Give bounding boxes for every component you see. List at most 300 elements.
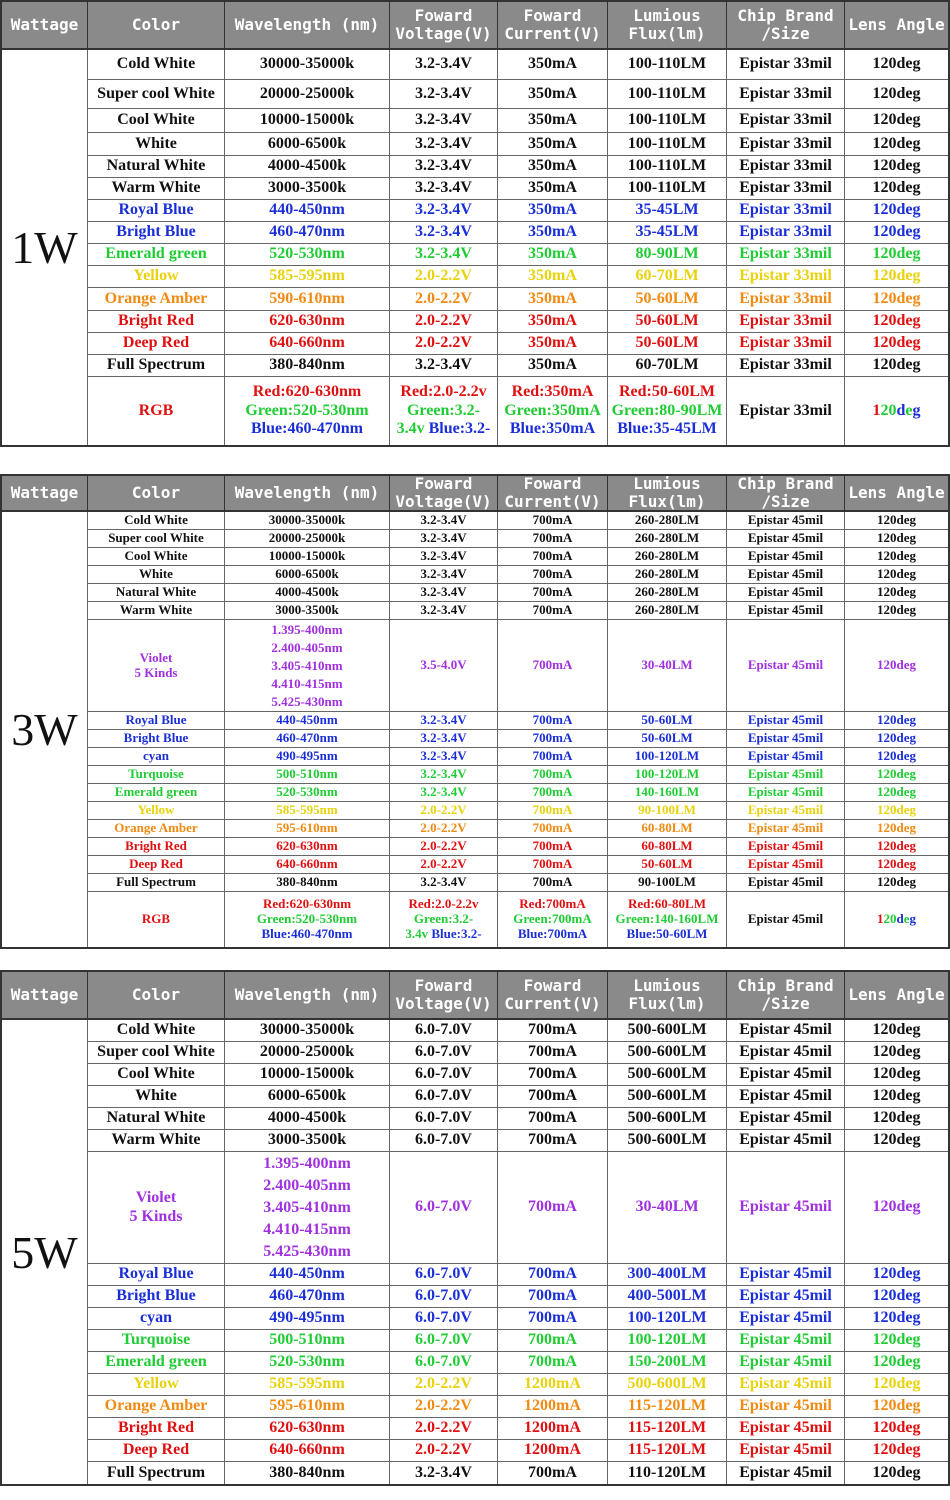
current-cell: 700mA [498,530,608,547]
header-cell: Foward Current(V) [498,2,608,48]
flux-cell: 100-110LM [608,109,727,132]
flux-cell: 60-70LM [608,266,727,287]
flux-cell: 260-280LM [608,584,727,601]
lens-cell: 120deg [872,157,921,175]
current-cell: 700mA [498,1130,608,1151]
color-cell: Deep Red [88,856,225,873]
wavelength-cell: 6000-6500k [225,566,390,583]
chip-cell: Epistar 45mil [727,566,845,583]
table-row [88,1108,948,1130]
table-row [88,548,948,566]
voltage-cell: 6.0-7.0V [390,1330,498,1351]
header-cell: Wavelength (nm) [225,476,390,510]
header-cell: Lens Angle [848,482,945,502]
flux-cell: 150-200LM [608,1352,727,1373]
wavelength-cell: 520-530nm [225,784,390,801]
table-row [88,784,948,802]
current-cell: 350mA [498,156,608,177]
chip-cell: Epistar 45mil [727,1462,845,1484]
current-cell: 700mA [498,712,608,729]
voltage-line: Red:2.0-2.2v [408,896,479,912]
color-cell: Full Spectrum [88,874,225,891]
wavelength-cell-line: Red:620-630nm [262,896,352,912]
lens-cell: 120deg [872,1353,921,1371]
chip-cell: Epistar 45mil [727,730,845,747]
section-3w [0,474,950,949]
voltage-cell: 3.2-3.4V [390,530,498,547]
current-cell: 700mA [498,1286,608,1307]
voltage-cell: 6.0-7.0V [390,1352,498,1373]
lens-cell: 120deg [877,712,916,728]
current-cell-line: Red:350mA [511,383,594,401]
table-row [88,602,948,620]
color-cell: Cold White [88,50,225,79]
current-cell: 1200mA [498,1440,608,1461]
lens-cell: 120deg [872,356,921,374]
current-cell-line: Green:350mA [504,401,601,419]
voltage-cell: 3.2-3.4V [390,156,498,177]
voltage-cell: 3.2-3.4V [390,200,498,221]
color-cell: Bright Blue [88,1286,225,1307]
color-cell: Cool White [88,109,225,132]
header-cell: Color [88,2,225,48]
current-cell: 350mA [498,50,608,79]
voltage-cell: 3.2-3.4V [390,222,498,243]
voltage-cell: 3.2-3.4V [390,602,498,619]
lens-cell [845,892,948,947]
current-cell: 700mA [498,584,608,601]
wattage-label: 3W [2,512,88,947]
wavelength-cell: 30000-35000k [225,50,390,79]
color-cell: Emerald green [88,784,225,801]
flux-cell: 400-500LM [608,1286,727,1307]
lens-cell: 120deg [877,820,916,836]
color-cell: cyan [88,1308,225,1329]
rgb-row [88,892,948,947]
flux-cell: 60-70LM [608,355,727,376]
header-cell: Wattage [2,476,88,510]
lens-cell: 120deg [872,245,921,263]
color-cell: Royal Blue [88,200,225,221]
lens-cell: 120deg [872,134,921,152]
voltage-cell: 6.0-7.0V [390,1108,498,1129]
color-cell: Natural White [88,156,225,177]
wavelength-cell-line: Red:620-630nm [252,383,362,401]
color-cell: Cool White [88,548,225,565]
violet-wavelength: 2.400-405nm [263,1176,351,1194]
wavelength-cell: 3000-3500k [225,178,390,199]
flux-cell-line: Red:60-80LM [628,896,706,912]
wavelength-cell [225,1152,390,1263]
chip-cell: Epistar 33mil [727,244,845,265]
chip-cell: Epistar 45mil [727,820,845,837]
color-cell: cyan [88,748,225,765]
section-body [2,1020,948,1484]
color-cell: White [88,133,225,155]
lens-cell: 120deg [872,84,921,102]
voltage-cell: 3.2-3.4V [390,874,498,891]
lens-cell: 120deg [872,1131,921,1149]
table-row [88,512,948,530]
current-cell-line: Red:700mA [519,896,586,912]
header-cell: Wattage [2,2,88,48]
voltage-cell: 3.2-3.4V [390,178,498,199]
color-cell: Turquoise [88,1330,225,1351]
voltage-cell: 6.0-7.0V [390,1152,498,1263]
flux-cell: 100-120LM [608,1330,727,1351]
current-cell: 700mA [498,1462,608,1484]
voltage-cell [390,377,498,445]
flux-cell: 35-45LM [608,222,727,243]
wavelength-cell: 20000-25000k [225,1042,390,1063]
table-row [88,1396,948,1418]
chip-cell: Epistar 45mil [727,712,845,729]
violet-name: Violet [139,649,173,665]
lens-part: g [909,911,916,927]
voltage-cell: 3.2-3.4V [390,109,498,132]
voltage-cell: 3.2-3.4V [390,784,498,801]
color-cell: Bright Red [88,311,225,332]
violet-kinds: 5 Kinds [129,1207,183,1225]
chip-cell: Epistar 45mil [727,1286,845,1307]
voltage-cell: 3.2-3.4V [390,548,498,565]
chip-cell: Epistar 45mil [727,748,845,765]
chip-cell: Epistar 33mil [727,377,845,445]
chip-cell: Epistar 45mil [727,784,845,801]
lens-part: 1 [872,401,881,419]
header-cell: Wattage [2,972,88,1018]
flux-cell: 500-600LM [608,1108,727,1129]
current-cell: 350mA [498,266,608,287]
flux-cell: 30-40LM [608,1152,727,1263]
table-row [88,802,948,820]
flux-cell: 100-110LM [608,178,727,199]
lens-cell: 120deg [877,530,916,546]
voltage-cell: 3.2-3.4V [390,566,498,583]
current-cell: 700mA [498,512,608,529]
table-row [88,1064,948,1086]
lens-cell: 120deg [877,874,916,890]
chip-cell: Epistar 33mil [727,333,845,354]
header-cell: Foward Voltage(V) [390,972,498,1018]
table-row [88,1264,948,1286]
current-cell [498,892,608,947]
current-cell-line: Blue:350mA [509,420,596,438]
wavelength-cell: 585-595nm [225,1374,390,1395]
voltage-cell: 6.0-7.0V [390,1064,498,1085]
lens-cell: 120deg [872,1287,921,1305]
table-row [88,156,948,178]
wattage-label: 1W [2,50,88,445]
current-cell: 350mA [498,178,608,199]
flux-cell: 110-120LM [608,1462,727,1484]
chip-cell: Epistar 45mil [727,1374,845,1395]
lens-part: e [905,401,913,419]
chip-cell: Epistar 33mil [727,355,845,376]
current-cell: 700mA [498,820,608,837]
violet-wavelength: 3.405-410nm [263,1198,351,1216]
chip-cell: Epistar 45mil [727,856,845,873]
wavelength-cell-line: Green:520-530nm [245,401,369,419]
voltage-cell: 6.0-7.0V [390,1308,498,1329]
wavelength-cell-line: Blue:460-470nm [251,420,363,438]
wavelength-cell: 490-495nm [225,1308,390,1329]
lens-cell: 120deg [872,179,921,197]
flux-cell: 260-280LM [608,512,727,529]
header-cell: Lens Angle [848,14,945,34]
chip-cell: Epistar 45mil [727,1130,845,1151]
section-rows [88,50,948,445]
lens-cell: 120deg [877,512,916,528]
header-cell: Color [88,476,225,510]
flux-cell: 35-45LM [608,200,727,221]
wavelength-cell: 10000-15000k [225,548,390,565]
chip-cell: Epistar 33mil [727,200,845,221]
chip-cell: Epistar 45mil [727,602,845,619]
flux-cell: 300-400LM [608,1264,727,1285]
wavelength-cell [225,620,390,711]
lens-part: g [912,401,921,419]
violet-kinds: 5 Kinds [134,664,178,680]
lens-part: 1 [876,911,884,927]
color-cell: Deep Red [88,1440,225,1461]
wavelength-cell: 585-595nm [225,266,390,287]
current-cell: 700mA [498,856,608,873]
wavelength-cell: 3000-3500k [225,602,390,619]
table-row [88,874,948,892]
voltage-cell: 3.2-3.4V [390,133,498,155]
color-cell [88,620,225,711]
header-cell: Lens Angle [848,984,945,1004]
table-row [88,200,948,222]
wavelength-cell: 6000-6500k [225,133,390,155]
table-row [88,288,948,311]
section-body [2,512,948,947]
wavelength-cell: 6000-6500k [225,1086,390,1107]
chip-cell: Epistar 45mil [727,584,845,601]
header-cell: Wavelength (nm) [225,972,390,1018]
violet-row [88,620,948,712]
current-cell: 350mA [498,244,608,265]
chip-cell: Epistar 33mil [727,178,845,199]
wavelength-cell: 620-630nm [225,1418,390,1439]
lens-part: e [903,911,910,927]
current-cell: 1200mA [498,1396,608,1417]
voltage-cell [390,892,498,947]
section-1w [0,0,950,447]
lens-part: 20 [880,401,897,419]
chip-cell: Epistar 45mil [727,802,845,819]
current-cell: 700mA [498,602,608,619]
lens-cell: 120deg [877,838,916,854]
current-cell: 350mA [498,288,608,310]
wavelength-cell: 520-530nm [225,1352,390,1373]
flux-cell: 50-60LM [608,712,727,729]
chip-cell: Epistar 45mil [727,1352,845,1373]
current-cell: 700mA [498,566,608,583]
current-cell: 1200mA [498,1374,608,1395]
color-cell: Bright Red [88,838,225,855]
color-cell: Yellow [88,802,225,819]
header-row [2,2,948,50]
section-rows [88,1020,948,1484]
voltage-cell: 3.5-4.0V [390,620,498,711]
wavelength-cell-line: Green:520-530nm [256,911,358,927]
table-row [88,712,948,730]
color-cell: Full Spectrum [88,1462,225,1484]
table-row [88,1286,948,1308]
chip-cell: Epistar 33mil [727,50,845,79]
color-cell: Warm White [88,1130,225,1151]
lens-cell: 120deg [877,748,916,764]
wavelength-cell: 30000-35000k [225,512,390,529]
wavelength-cell: 620-630nm [225,838,390,855]
flux-cell: 115-120LM [608,1440,727,1461]
color-cell: Orange Amber [88,820,225,837]
current-cell: 700mA [498,620,608,711]
color-cell: Turquoise [88,766,225,783]
current-cell: 350mA [498,80,608,108]
lens-cell: 120deg [877,584,916,600]
table-row [88,333,948,355]
flux-cell: 260-280LM [608,566,727,583]
lens-cell: 120deg [877,566,916,582]
table-row [88,1330,948,1352]
header-row [2,476,948,512]
voltage-cell: 2.0-2.2V [390,856,498,873]
flux-cell: 100-120LM [608,766,727,783]
voltage-cell: 3.2-3.4V [390,766,498,783]
chip-cell: Epistar 45mil [727,1308,845,1329]
wavelength-cell: 440-450nm [225,1264,390,1285]
table-row [88,1418,948,1440]
voltage-line: 3.4v Blue:3.2- [405,925,482,941]
voltage-cell: 2.0-2.2V [390,288,498,310]
lens-cell: 120deg [872,334,921,352]
wavelength-cell: 440-450nm [225,200,390,221]
voltage-cell: 2.0-2.2V [390,1440,498,1461]
lens-cell: 120deg [872,1441,921,1459]
lens-cell: 120deg [877,548,916,564]
voltage-cell: 6.0-7.0V [390,1264,498,1285]
voltage-cell: 3.2-3.4V [390,512,498,529]
flux-cell-line: Blue:35-45LM [617,420,717,438]
color-cell: White [88,1086,225,1107]
flux-cell: 100-120LM [608,748,727,765]
voltage-cell: 2.0-2.2V [390,1418,498,1439]
color-cell: Royal Blue [88,1264,225,1285]
wavelength-cell: 4000-4500k [225,1108,390,1129]
table-row [88,838,948,856]
current-cell: 350mA [498,109,608,132]
current-cell: 700mA [498,1042,608,1063]
lens-cell: 120deg [872,1463,921,1481]
voltage-cell: 3.2-3.4V [390,50,498,79]
current-cell-line: Blue:700mA [517,925,588,941]
wavelength-cell: 440-450nm [225,712,390,729]
flux-cell: 30-40LM [608,620,727,711]
table-row [88,1308,948,1330]
lens-cell: 120deg [872,312,921,330]
section-5w [0,970,950,1486]
current-cell: 350mA [498,311,608,332]
lens-cell: 120deg [872,1087,921,1105]
flux-cell: 60-80LM [608,838,727,855]
chip-cell: Epistar 45mil [727,874,845,891]
chip-cell: Epistar 45mil [727,1440,845,1461]
violet-wavelength: 4.410-415nm [263,1220,351,1238]
color-cell: Royal Blue [88,712,225,729]
chip-cell: Epistar 33mil [727,133,845,155]
color-cell: Yellow [88,1374,225,1395]
color-cell: Super cool White [88,80,225,108]
voltage-cell: 3.2-3.4V [390,730,498,747]
lens-cell: 120deg [872,1198,921,1216]
table-row [88,1042,948,1064]
flux-cell: 90-100LM [608,802,727,819]
flux-cell: 100-110LM [608,80,727,108]
current-cell: 700mA [498,874,608,891]
wavelength-cell: 490-495nm [225,748,390,765]
color-cell: Bright Blue [88,222,225,243]
wavelength-cell: 4000-4500k [225,584,390,601]
current-cell: 700mA [498,766,608,783]
color-cell: Natural White [88,584,225,601]
wavelength-cell: 380-840nm [225,1462,390,1484]
chip-cell: Epistar 45mil [727,512,845,529]
lens-part: d [896,911,904,927]
flux-cell: 500-600LM [608,1130,727,1151]
voltage-cell: 3.2-3.4V [390,712,498,729]
voltage-cell: 6.0-7.0V [390,1020,498,1041]
lens-cell: 120deg [872,1309,921,1327]
lens-cell: 120deg [877,657,916,673]
wavelength-cell: 620-630nm [225,311,390,332]
lens-cell: 120deg [872,1021,921,1039]
voltage-cell: 2.0-2.2V [390,820,498,837]
wavelength-cell: 20000-25000k [225,80,390,108]
flux-cell: 500-600LM [608,1374,727,1395]
voltage-cell: 6.0-7.0V [390,1286,498,1307]
header-cell: Color [88,972,225,1018]
header-cell: Foward Voltage(V) [390,476,498,510]
color-cell: Natural White [88,1108,225,1129]
voltage-cell: 2.0-2.2V [390,802,498,819]
voltage-line: Green:3.2- [413,911,474,927]
lens-cell: 120deg [872,1419,921,1437]
violet-wavelength: 2.400-405nm [271,639,343,655]
table-row [88,566,948,584]
current-cell: 700mA [498,548,608,565]
table-row [88,1462,948,1484]
color-cell: Full Spectrum [88,355,225,376]
lens-cell: 120deg [872,1397,921,1415]
header-cell: Lumious Flux(lm) [608,2,727,48]
lens-cell: 120deg [872,1043,921,1061]
table-row [88,50,948,80]
current-cell: 700mA [498,748,608,765]
table-row [88,1440,948,1462]
current-cell: 700mA [498,1352,608,1373]
table-row [88,109,948,133]
table-row [88,266,948,288]
table-row [88,584,948,602]
color-cell: RGB [88,377,225,445]
voltage-cell: 6.0-7.0V [390,1086,498,1107]
chip-cell: Epistar 45mil [727,1086,845,1107]
current-cell: 350mA [498,200,608,221]
voltage-cell: 2.0-2.2V [390,838,498,855]
